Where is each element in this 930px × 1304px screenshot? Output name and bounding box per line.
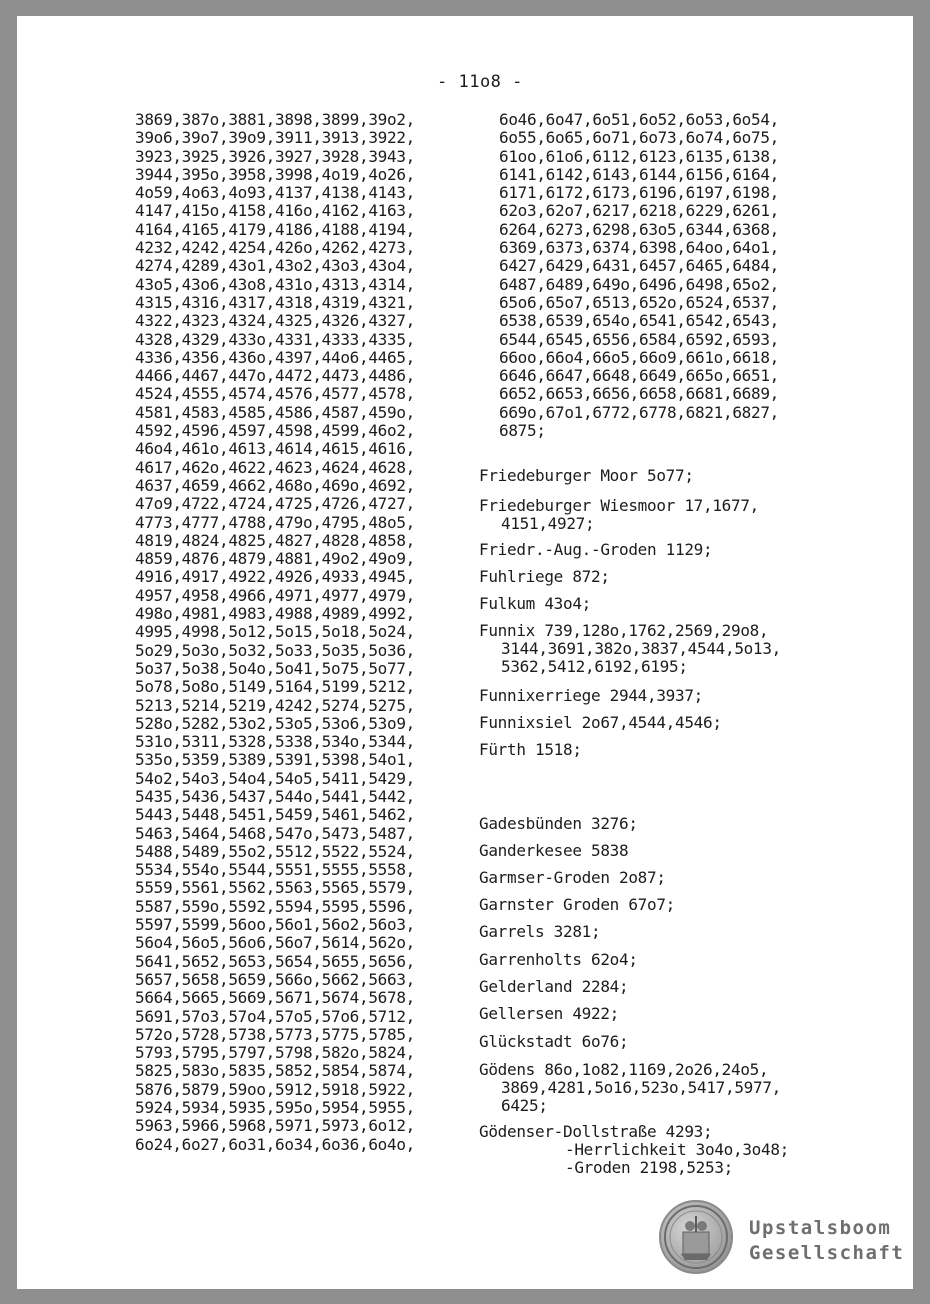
entry-goedenser [479,1123,789,1177]
number-line: 4466,4467,447o,4472,4473,4486, [135,366,415,386]
entry-goedens [479,1061,781,1115]
entry-text: Gellersen 4922; [479,1004,619,1023]
entry-funnixerriege [479,687,703,705]
number-line: 5825,583o,5835,5852,5854,5874, [135,1061,415,1081]
number-line: 5488,5489,55o2,5512,5522,5524, [135,841,415,861]
number-line: 4773,4777,4788,479o,4795,48o5, [135,512,415,532]
left-number-column [135,111,491,1154]
number-line: 62o3,62o7,6217,6218,6229,6261, [499,201,779,221]
entry-text: Friedeburger Wiesmoor 17,1677, [479,496,759,515]
entry-friedr-aug-groden [479,541,712,559]
number-line: 4336,4356,436o,4397,44o6,4465, [135,347,415,367]
continued-number-list [479,111,889,440]
number-line: 5435,5436,5437,544o,5441,5442, [135,786,415,806]
number-line: 6487,6489,649o,6496,6498,65o2, [499,274,779,294]
entry-fuerth [479,741,582,759]
entry-text: Fulkum 43o4; [479,594,591,613]
number-line: 5924,5934,5935,595o,5954,5955, [135,1098,415,1118]
entry-gellersen [479,1005,619,1023]
number-line: 4232,4242,4254,426o,4262,4273, [135,238,415,258]
number-line: 6264,6273,6298,63o5,6344,6368, [499,219,779,239]
number-line: 6o24,6o27,6o31,6o34,6o36,6o4o, [135,1134,415,1154]
number-line: 5597,5599,56oo,56o1,56o2,56o3, [135,915,415,935]
entry-funnix [479,622,781,676]
entry-text: Funnixerriege 2944,3937; [479,686,703,705]
number-line: 5o37,5o38,5o4o,5o41,5o75,5o77, [135,658,415,678]
entry-friedeburger-wiesmoor [479,497,759,533]
entry-continuation: 3144,3691,382o,3837,4544,5o13, [501,639,781,658]
number-line: 6544,6545,6556,6584,6592,6593, [499,329,779,349]
number-line: 4322,4323,4324,4325,4326,4327, [135,311,415,331]
entry-text: Gadesbünden 3276; [479,814,638,833]
number-line: 4819,4824,4825,4827,4828,4858, [135,530,415,550]
entry-text: Gödens 86o,1o82,1169,2o26,24o5, [479,1060,769,1079]
number-line: 5463,5464,5468,547o,5473,5487, [135,823,415,843]
number-line: 5443,5448,5451,5459,5461,5462, [135,805,415,825]
number-line: 6171,6172,6173,6196,6197,6198, [499,183,779,203]
number-line: 4o59,4o63,4o93,4137,4138,4143, [135,183,415,203]
entry-continuation: 5362,5412,6192,6195; [501,657,688,676]
entry-text: Gelderland 2284; [479,977,629,996]
number-line: 528o,5282,53o2,53o5,53o6,53o9, [135,713,415,733]
number-line: 6o55,6o65,6o71,6o73,6o74,6o75, [499,128,779,148]
number-line: 5793,5795,5797,5798,582o,5824, [135,1043,415,1063]
number-line: 4592,4596,4597,4598,4599,46o2, [135,421,415,441]
number-line: 531o,5311,5328,5338,534o,5344, [135,732,415,752]
number-line: 535o,5359,5389,5391,5398,54o1, [135,750,415,770]
number-line: 46o4,461o,4613,4614,4615,4616, [135,439,415,459]
page-number: - 11o8 - [437,72,523,92]
number-line: 5963,5966,5968,5971,5973,6o12, [135,1116,415,1136]
number-line: 5213,5214,5219,4242,5274,5275, [135,695,415,715]
number-line: 43o5,43o6,43o8,431o,4313,4314, [135,274,415,294]
entry-text: Gödenser-Dollstraße 4293; [479,1122,713,1141]
entry-text: Garnster Groden 67o7; [479,895,675,914]
entry-garmser-groden [479,869,666,887]
number-line: 572o,5728,5738,5773,5775,5785, [135,1024,415,1044]
number-line: 669o,67o1,6772,6778,6821,6827, [499,402,779,422]
seal-emblem-icon [661,1202,731,1272]
number-line: 6369,6373,6374,6398,64oo,64o1, [499,238,779,258]
entry-friedeburger-moor [479,467,694,485]
entry-text: Garmser-Groden 2o87; [479,868,666,887]
number-line: 4315,4316,4317,4318,4319,4321, [135,292,415,312]
number-line: 4328,4329,433o,4331,4333,4335, [135,329,415,349]
number-line: 6141,6142,6143,6144,6156,6164, [499,164,779,184]
entry-sub-item: -Groden 2198,5253; [565,1158,733,1177]
number-line: 5534,554o,5544,5551,5555,5558, [135,860,415,880]
entry-ganderkesee [479,842,628,860]
entry-garrenholts [479,951,638,969]
entry-text: Friedeburger Moor 5o77; [479,466,694,485]
entry-gelderland [479,978,628,996]
number-line: 4637,4659,4662,468o,469o,4692, [135,475,415,495]
number-line: 5o29,5o3o,5o32,5o33,5o35,5o36, [135,640,415,660]
number-line: 6875; [499,421,546,441]
entry-text: Fürth 1518; [479,740,582,759]
entry-continuation: 4151,4927; [501,514,595,533]
number-line: 6427,6429,6431,6457,6465,6484, [499,256,779,276]
number-line: 61oo,61o6,6112,6123,6135,6138, [499,146,779,166]
entry-text: Garrels 3281; [479,922,601,941]
number-line: 4995,4998,5o12,5o15,5o18,5o24, [135,622,415,642]
number-line: 5664,5665,5669,5671,5674,5678, [135,988,415,1008]
number-line: 4164,4165,4179,4186,4188,4194, [135,219,415,239]
number-line: 4916,4917,4922,4926,4933,4945, [135,567,415,587]
number-line: 5641,5652,5653,5654,5655,5656, [135,951,415,971]
entry-continuation: 3869,4281,5o16,523o,5417,5977, [501,1078,781,1097]
number-line: 4581,4583,4585,4586,4587,459o, [135,402,415,422]
right-column [479,110,889,1177]
entry-funnixsiel [479,714,722,732]
brand-line-1: Upstalsboom [749,1217,892,1239]
entry-text: Fuhlriege 872; [479,567,610,586]
entry-text: Garrenholts 62o4; [479,950,638,969]
number-line: 3944,395o,3958,3998,4o19,4o26, [135,164,415,184]
number-line: 5o78,5o8o,5149,5164,5199,5212, [135,677,415,697]
brand-line-2: Gesellschaft [749,1242,905,1264]
entry-garnster-groden [479,896,675,914]
number-line: 6o46,6o47,6o51,6o52,6o53,6o54, [499,110,779,129]
number-line: 5657,5658,5659,566o,5662,5663, [135,969,415,989]
entry-garrels [479,923,600,941]
document-page [17,16,913,1289]
entry-text: Friedr.-Aug.-Groden 1129; [479,540,713,559]
entry-fulkum [479,595,591,613]
number-line: 6646,6647,6648,6649,665o,6651, [499,366,779,386]
number-line: 65o6,65o7,6513,652o,6524,6537, [499,292,779,312]
number-line: 4147,415o,4158,416o,4162,4163, [135,201,415,221]
number-line: 6538,6539,654o,6541,6542,6543, [499,311,779,331]
entry-text: Ganderkesee 5838 [479,841,629,860]
society-seal-icon [659,1200,733,1274]
brand-watermark [749,1216,904,1266]
number-line: 5587,559o,5592,5594,5595,5596, [135,896,415,916]
entry-text: Funnix 739,128o,1762,2569,29o8, [479,621,769,640]
number-line: 4524,4555,4574,4576,4577,4578, [135,384,415,404]
number-line: 4957,4958,4966,4971,4977,4979, [135,585,415,605]
number-line: 5876,5879,59oo,5912,5918,5922, [135,1079,415,1099]
number-line: 5559,5561,5562,5563,5565,5579, [135,878,415,898]
number-line: 3869,387o,3881,3898,3899,39o2, [135,110,415,129]
number-line: 66oo,66o4,66o5,66o9,661o,6618, [499,347,779,367]
number-line: 54o2,54o3,54o4,54o5,5411,5429, [135,768,415,788]
entry-fuhlriege [479,568,610,586]
number-line: 3923,3925,3926,3927,3928,3943, [135,146,415,166]
number-line: 4617,462o,4622,4623,4624,4628, [135,457,415,477]
number-line: 6652,6653,6656,6658,6681,6689, [499,384,779,404]
entry-text: Funnixsiel 2o67,4544,4546; [479,713,722,732]
entry-sub-item: -Herrlichkeit 3o4o,3o48; [565,1140,789,1159]
entry-text: Glückstadt 6o76; [479,1032,629,1051]
number-line: 4274,4289,43o1,43o2,43o3,43o4, [135,256,415,276]
entry-glueckstadt [479,1033,628,1051]
number-line: 47o9,4722,4724,4725,4726,4727, [135,494,415,514]
number-line: 5691,57o3,57o4,57o5,57o6,5712, [135,1006,415,1026]
number-line: 498o,4981,4983,4988,4989,4992, [135,604,415,624]
entry-continuation: 6425; [501,1096,548,1115]
number-line: 56o4,56o5,56o6,56o7,5614,562o, [135,933,415,953]
entry-gadesbuenden [479,815,638,833]
number-line: 4859,4876,4879,4881,49o2,49o9, [135,549,415,569]
number-line: 39o6,39o7,39o9,3911,3913,3922, [135,128,415,148]
